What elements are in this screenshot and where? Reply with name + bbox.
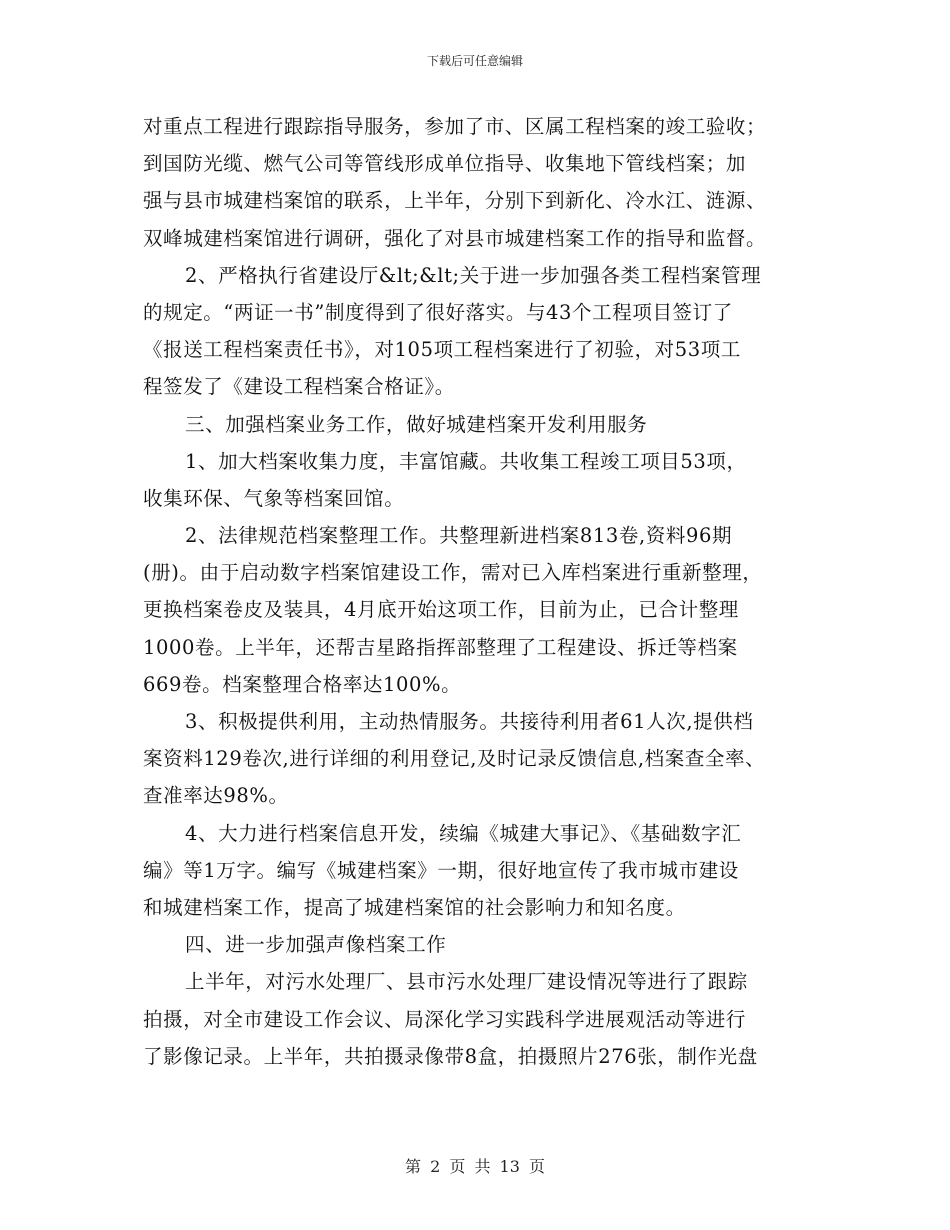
text-line: 收集环保、气象等档案回馆。 (143, 486, 405, 510)
text-line: 四、进一步加强声像档案工作 (185, 933, 447, 957)
text-line: 1000卷。上半年，还帮吉星路指挥部整理了工程建设、拆迁等档案 (143, 635, 738, 659)
document-body (143, 108, 823, 1075)
text-line: 1、加大档案收集力度，丰富馆藏。共收集工程竣工项目53项， (185, 449, 747, 473)
page-footer: 第 2 页 共 13 页 (405, 1157, 545, 1176)
text-line: 3、积极提供利用，主动热情服务。共接待利用者61人次,提供档 (185, 710, 754, 733)
text-line: 669卷。档案整理合格率达100%。 (143, 672, 462, 696)
text-line: 上半年，对污水处理厂、县市污水处理厂建设情况等进行了跟踪 (185, 970, 748, 994)
text-line: 对重点工程进行跟踪指导服务，参加了市、区属工程档案的竣工验收； (143, 115, 767, 138)
text-line: 《报送工程档案责任书》，对105项工程档案进行了初验，对53项工 (143, 338, 741, 362)
text-line: 到国防光缆、燃气公司等管线形成单位指导、收集地下管线档案；加 (143, 152, 747, 176)
text-line: 双峰城建档案馆进行调研，强化了对县市城建档案工作的指导和监督。 (143, 226, 767, 250)
page-header: 下载后可任意编辑 (426, 54, 523, 68)
text-line: 和城建档案工作，提高了城建档案馆的社会影响力和知名度。 (143, 895, 686, 919)
text-line: 查准率达98%。 (143, 784, 289, 808)
text-line: 拍摄，对全市建设工作会议、局深化学习实践科学进展观活动等进行 (143, 1007, 747, 1031)
text-line: 程签发了《建设工程档案合格证》。 (143, 375, 455, 399)
text-line: 案资料129卷次,进行详细的利用登记,及时记录反馈信息,档案查全率、 (143, 747, 766, 771)
text-line: 2、严格执行省建设厅&lt;&lt;关于进一步加强各类工程档案管理 (185, 263, 762, 287)
text-line: 编》等1万字。编写《城建档案》一期，很好地宣传了我市城市建设 (143, 858, 739, 882)
text-line: 的规定。“两证一书”制度得到了很好落实。与43个工程项目签订了 (143, 300, 733, 324)
text-line: 2、法律规范档案整理工作。共整理新进档案813卷,资料96期 (185, 524, 733, 548)
text-line: 强与县市城建档案馆的联系，上半年，分别下到新化、冷水江、涟源、 (143, 189, 767, 213)
text-line: 4、大力进行档案信息开发，续编《城建大事记》、《基础数字汇 (185, 821, 742, 845)
text-line: 三、加强档案业务工作，做好城建档案开发利用服务 (185, 412, 648, 436)
text-line: 更换档案卷皮及装具，4月底开始这项工作，目前为止，已合计整理 (143, 598, 739, 622)
text-line: (册)。由于启动数字档案馆建设工作，需对已入库档案进行重新整理， (143, 561, 763, 585)
text-line: 了影像记录。上半年，共拍摄录像带8盒，拍摄照片276张，制作光盘 (143, 1044, 758, 1068)
